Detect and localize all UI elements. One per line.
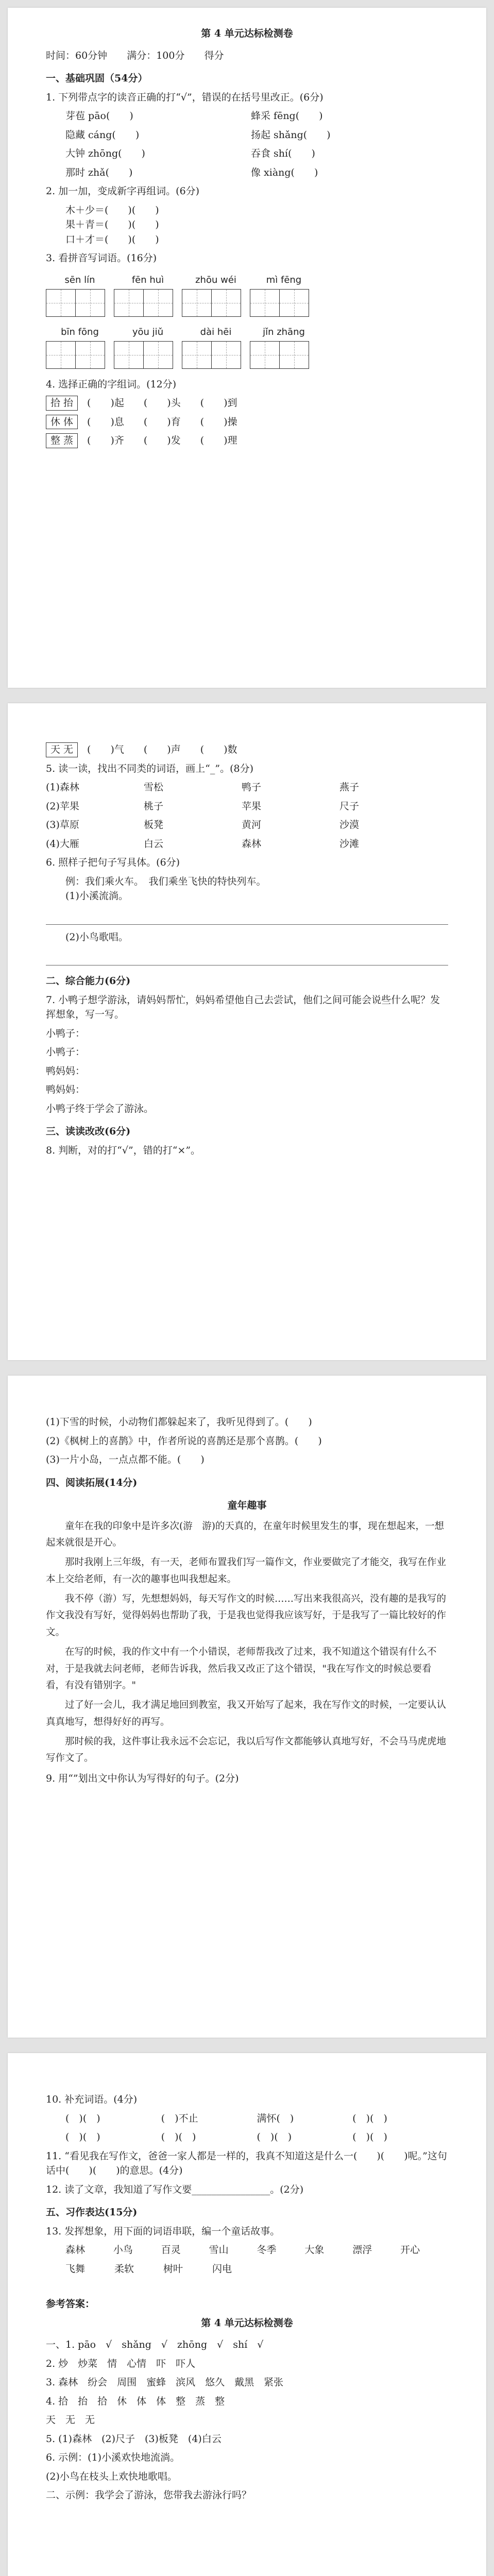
q5-row: (2)苹果 桃子 苹果 尺子: [46, 800, 360, 812]
question-2: 2. 加一加，变成新字再组词。(6分): [46, 185, 200, 197]
answer-line-text: (2)小鸟在枝头上欢快地歌唱。: [46, 2470, 177, 2482]
q2-row: 口＋才＝( )( ): [65, 233, 159, 245]
question-1: 1. 下列带点字的读音正确的打“√”，错误的在括号里改正。(6分): [46, 91, 323, 103]
answer-line-text: 5. (1)森林 (2)尺子 (3)板凳 (4)白云: [46, 2433, 222, 2445]
q2-row: 果＋青＝( )( ): [65, 219, 159, 230]
char-choice-box: 拾 抬: [46, 396, 78, 411]
q10-row: ( )( ) ( )不止 满怀( ) ( )( ): [65, 2112, 387, 2124]
question-9: 9. 用“”划出文中你认为写得好的句子。(2分): [46, 1772, 239, 1784]
dialogue-line: 鸭妈妈：: [46, 1084, 86, 1096]
q8-item: (1)下雪的时候，小动物们都躲起来了，我听见得到了。( ): [46, 1416, 312, 1428]
writing-box[interactable]: [250, 289, 280, 317]
page-3: [8, 1376, 486, 2038]
q5-row: (3)草原 板凳 黄河 沙漠: [46, 819, 360, 831]
writing-box[interactable]: [182, 341, 212, 369]
q1-row: 大钟 zhōng( ) 吞食 shí( ): [65, 148, 315, 159]
writing-box[interactable]: [211, 289, 241, 317]
char-choice-blanks: ( )气 ( )声 ( )数: [87, 744, 237, 755]
pinyin-row: bīn fōng yōu jiǔ dài hēi jǐn zhāng: [61, 326, 305, 337]
answer-line-text: 2. 炒 炒菜 情 心情 吓 吓人: [46, 2358, 196, 2369]
answer-line-text: 4. 拾 抬 拾 休 体 体 整 蒸 整: [46, 2395, 225, 2407]
q1-row: 隐藏 cáng( ) 扬起 shǎng( ): [65, 129, 331, 141]
answers-title: 参考答案：: [46, 2298, 95, 2310]
writing-grid-row: [46, 341, 448, 369]
char-choice-blanks: ( )起 ( )头 ( )到: [87, 397, 237, 409]
section-3-heading: 三、读读改改(6分): [46, 1126, 131, 1138]
question-8: 8. 判断，对的打“√”，错的打“×”。: [46, 1144, 201, 1156]
answer-line-text: 一、1. pāo √ shǎng √ zhōng √ shí √: [46, 2339, 264, 2350]
writing-box[interactable]: [46, 289, 76, 317]
section-2-heading: 二、综合能力(6分): [46, 975, 131, 987]
question-4: 4. 选择正确的字组词。(12分): [46, 378, 177, 390]
pinyin-row: sēn lín fēn huì zhōu wéi mì fēng: [64, 274, 302, 285]
q6-item: (1)小溪流淌。: [65, 890, 128, 902]
answers-heading: 第 4 单元达标检测卷: [201, 2317, 293, 2329]
answer-line[interactable]: [46, 950, 448, 965]
section-1-heading: 一、基础巩固（54分）: [46, 73, 148, 84]
q2-row: 木＋少＝( )( ): [65, 204, 159, 216]
dialogue-line: 小鸭子：: [46, 1027, 86, 1039]
q10-row: ( )( ) ( )( ) ( )( ) ( )( ): [65, 2131, 387, 2143]
reading-paragraph: 我不停（游）写，先想想妈妈，每天写作文的时候……写出来我很高兴，没有趣的是我写的作文我没有写好，觉得妈妈也帮助了我，于是我也觉得我应该写好，于是我写了一篇比较好的作文。: [46, 1594, 447, 1638]
writing-box[interactable]: [279, 341, 309, 369]
q6-item: (2)小鸟歌唱。: [65, 931, 128, 943]
question-11: 11. “看见我在写作文，爸爸一家人都是一样的，我真不知道这是什么一( )( )呢。”这句话中( )( )的意思。(4分): [46, 2150, 447, 2176]
char-choice-box: 天 无: [46, 742, 78, 757]
dialogue-line: 鸭妈妈：: [46, 1065, 86, 1077]
answer-line-text: 天 无 无: [46, 2414, 95, 2426]
answer-line-text: 3. 森林 纷会 周围 蜜蜂 滨风 悠久 戴黑 紧张: [46, 2377, 284, 2388]
char-choice-blanks: ( )息 ( )育 ( )操: [87, 416, 237, 428]
score-line: [46, 48, 448, 63]
writing-box[interactable]: [143, 341, 173, 369]
writing-box[interactable]: [114, 341, 144, 369]
writing-box[interactable]: [143, 289, 173, 317]
writing-box[interactable]: [114, 289, 144, 317]
writing-box[interactable]: [211, 341, 241, 369]
reading-paragraph: 那时我刚上三年级，有一天，老师布置我们写一篇作文，作业要做完了才能交，我写在作业本上交给老师，有一次的趣事也叫我想起来。: [46, 1557, 447, 1585]
page-1: [8, 8, 486, 688]
writing-box[interactable]: [250, 341, 280, 369]
q6-example: 例：我们乘火车。 我们乘坐飞快的特快列车。: [65, 875, 266, 887]
dialogue-end: 小鸭子终于学会了游泳。: [46, 1103, 154, 1114]
question-5: 5. 读一读，找出不同类的词语，画上“_”。(8分): [46, 762, 254, 774]
section-4-heading: 四、阅读拓展(14分): [46, 1477, 138, 1488]
writing-grid-row: [46, 289, 448, 317]
writing-box[interactable]: [75, 289, 105, 317]
question-3: 3. 看拼音写词语。(16分): [46, 252, 157, 264]
page-4: [8, 2053, 486, 2576]
answer-line[interactable]: [46, 909, 448, 925]
time-label: 时间：60分钟: [46, 49, 108, 61]
vocab-row: 森林 小鸟 百灵 雪山 冬季 大象 漂浮 开心: [65, 2244, 420, 2256]
writing-box[interactable]: [46, 341, 76, 369]
q8-item: (2)《枫树上的喜鹊》中，作者所说的喜鹊还是那个喜鹊。( ): [46, 1435, 322, 1447]
dialogue-line: 小鸭子：: [46, 1046, 86, 1058]
reading-paragraph: 那时候的我，这件事让我永远不会忘记，我以后写作文都能够认真地写好，不会马马虎虎地写作文了。: [46, 1736, 447, 1764]
page-2: [8, 703, 486, 1360]
reading-title: 童年趣事: [227, 1500, 267, 1511]
question-12: 12. 读了文章，我知道了写作文要________________。(2分): [46, 2183, 304, 2195]
answer-line-text: 6. 示例：(1)小溪欢快地流淌。: [46, 2452, 180, 2463]
char-choice-blanks: ( )齐 ( )发 ( )理: [87, 435, 237, 447]
question-13: 13. 发挥想象，用下面的词语串联，编一个童话故事。: [46, 2225, 280, 2237]
char-choice-box: 休 体: [46, 415, 78, 430]
q5-row: (4)大雁 白云 森林 沙滩: [46, 838, 360, 850]
writing-box[interactable]: [279, 289, 309, 317]
question-6: 6. 照样子把句子写具体。(6分): [46, 857, 180, 869]
score-label: 满分：100分: [127, 49, 185, 61]
q1-row: 芽苞 pāo( ) 蜂采 fēng( ): [65, 110, 323, 122]
page-title: 第 4 单元达标检测卷: [201, 28, 293, 39]
writing-box[interactable]: [75, 341, 105, 369]
question-7: 7. 小鸭子想学游泳，请妈妈帮忙，妈妈希望他自己去尝试，他们之间可能会说些什么呢？发挥想象，写一写。: [46, 994, 440, 1021]
q5-row: (1)森林 雪松 鸭子 燕子: [46, 782, 360, 793]
question-10: 10. 补充词语。(4分): [46, 2094, 138, 2105]
q8-item: (3)一片小岛，一点点都不能。( ): [46, 1454, 205, 1465]
reading-paragraph: 过了好一会儿，我才满足地回到教室，我又开始写了起来，我在写作文的时候，一定要认认真真地写，想得好好的再写。: [46, 1700, 447, 1727]
writing-box[interactable]: [182, 289, 212, 317]
answer-line-text: 二、示例：我学会了游泳，您带我去游泳行吗？: [46, 2489, 252, 2501]
q1-row: 那时 zhǎ( ) 像 xiàng( ): [65, 166, 318, 178]
reading-paragraph: 在写的时候，我的作文中有一个小错误，老师帮我改了过来，我不知道这个错误有什么不对，于是我就去问老师，老师告诉我，然后我又改正了这个错误，"我在写作文的时候总要看看，有没有错别字。": [46, 1647, 437, 1691]
vocab-row: 飞舞 柔软 树叶 闪电: [65, 2263, 232, 2275]
score-table-label: 得分: [204, 49, 224, 61]
section-5-heading: 五、习作表达(15分): [46, 2207, 138, 2218]
char-choice-box: 整 蒸: [46, 433, 78, 448]
reading-paragraph: 童年在我的印象中是许多次(游 游)的天真的，在童年时候里发生的事，现在想起来，一想起来就很是开心。: [46, 1520, 444, 1548]
